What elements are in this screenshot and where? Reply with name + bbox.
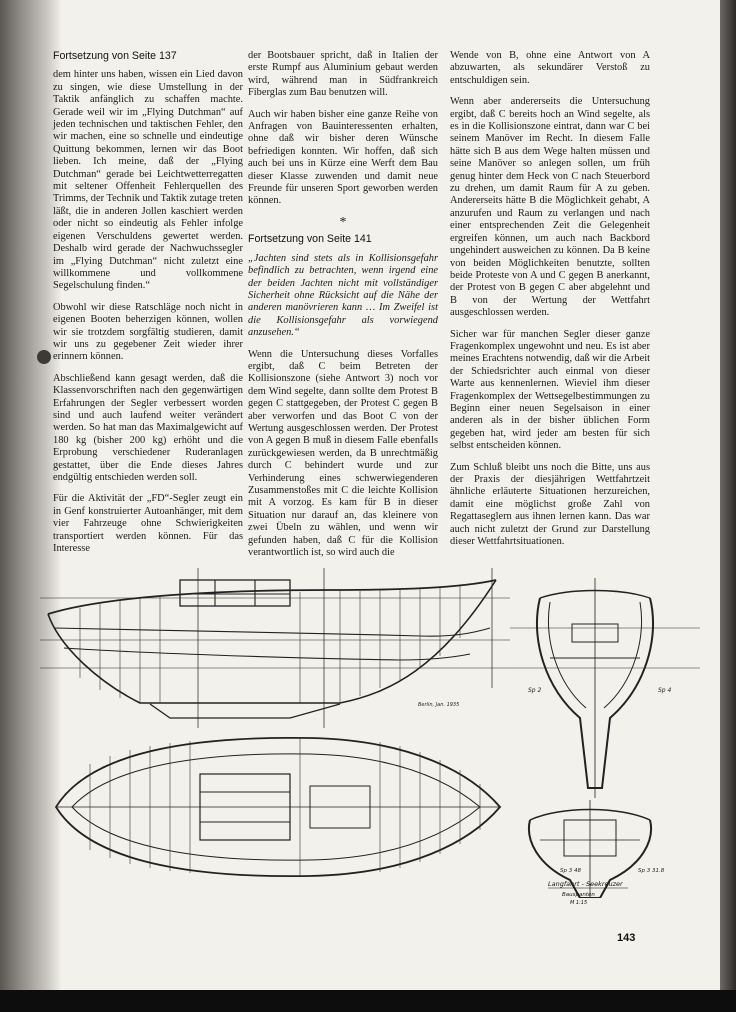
paragraph: Für die Aktivität der „FD“-Segler zeugt ein in Genf konstruierter Autoanhänger, mit dem vier Fahrzeuge ohne Schwierigkeiten transportiert werden können. Für das Interesse bbox=[53, 493, 243, 555]
paragraph: Sicher war für manchen Segler dieser ganze Fragenkomplex ungewohnt und neu. Es ist aber meines Erachtens notwendig, daß wir die Arbeit der Schiedsrichter auch einmal von dieser Warte aus kennenlernen. Wieviel ihm dieser Fragenkomplex der Wettsegelbestimmungen zu Beginn einer neuen Segelsaison in einer anderen als in der bisher üblichen Form gegeben hat, wird jeder am besten für sich selbst entscheiden können. bbox=[450, 328, 650, 452]
paragraph: Zum Schluß bleibt uns noch die Bitte, uns aus der Praxis der diesjährigen Wettfahrtzeit ähnliche erläuterte Situationen herzureichen, damit eine möglichst große Zahl von Regattaseglern aus ihnen lernen kann. Das war auch nicht zuletzt der Grund zur Darstellung dieser Wettfahrtsituationen. bbox=[450, 461, 650, 548]
rule-quote: „Jachten sind stets als in Kollisionsgefahr befindlich zu betrachten, wenn irgend eine der beiden Jachten nicht mit vollständiger Sicherheit ohne Rücksicht auf die Nähe der anderen manövrieren kann … Im Zweifel ist die Kollisionsgefahr als vorwiegend anzusehen.“ bbox=[248, 252, 438, 339]
binder-hole bbox=[37, 350, 51, 364]
label-sp2: Sp 2 bbox=[528, 687, 542, 694]
text-column-1 bbox=[53, 50, 243, 564]
paragraph: Obwohl wir diese Ratschläge noch nicht in eigenen Booten beherzigen können, wollen wir sie trotzdem sorgfältig studieren, damit wir uns zu gegebener Zeit wieder ihrer erinnern können. bbox=[53, 301, 243, 363]
hull-profile-drawing bbox=[40, 568, 510, 730]
section-separator: * bbox=[339, 214, 347, 230]
paragraph: Wenn die Untersuchung dieses Vorfalles ergibt, daß C beim Betreten der Kollisionszone (siehe Antwort 3) noch vor dem Wind segelte, dann sollte dem Protest B gegen C stattgegeben, der Protest C gegen B aber verworfen und das Boot C von der Wertung ausgeschlossen werden. Der Protest von A gegen B muß in diesem Falle ebenfalls zurückgewiesen werden, da B unrechtmäßig durch C behindert wurde und zur Verhinderung eines schwerwiegenderen Zusammenstoßes mit C die leichte Kollision mit A vorzog. Es kam für B in dieser Situation nur darauf an, das kleinere von zwei Übeln zu wählen, und wenn wir gefunden haben, daß C für die Kollision verantwortlich ist, so wird auch die bbox=[248, 348, 438, 559]
section-drawing-upper bbox=[510, 578, 700, 798]
drawing-signature: Berlin, Jan. 1935 bbox=[418, 702, 460, 708]
paragraph: dem hinter uns haben, wissen ein Lied davon zu singen, wie diese Umstellung in der Taktik anfänglich zu schaffen machte. Gerade weil wir im „Flying Dutchman“ auf jeden technischen und taktischen Fehler, den wir machen, eine so schnelle und eindeutige Quittung bekommen, lernen wir das Boot lieben. Ich meine, daß der „Flying Dutchman“ gerade bei Leichtwetterregatten mit seltener Offenheit Fehlerquellen des Trimms, der Technik und Taktik zutage treten läßt, die in anderen Jollen kaschiert werden oder nicht so eindeutig als Fehler infolge eigenen Verschuldens gewertet werden. Deshalb wird gerade der Nachwuchssegler im „Flying Dutchman“ nicht zuletzt eine willkommene und vollkommene Segelschulung finden.“ bbox=[53, 69, 243, 292]
continuation-heading-137: Fortsetzung von Seite 137 bbox=[53, 50, 177, 62]
page-number: 143 bbox=[617, 932, 636, 944]
text-column-2 bbox=[248, 50, 438, 568]
scan-bottom-band bbox=[0, 990, 736, 1012]
label-sp3-48: Sp 3 48 bbox=[560, 868, 581, 874]
paragraph: Auch wir haben bisher eine ganze Reihe von Anfragen von Bauinteressenten erhalten, ohne daß wir bisher deren Wünsche befriedigen konnten. Wir hoffen, daß sich auch bei uns in Kürze eine Werft dem Bau dieser Klasse zuwenden und damit neue Freunde für unseren Sport geworben werden können. bbox=[248, 108, 438, 207]
paragraph: Abschließend kann gesagt werden, daß die Klassenvorschriften nach den gegenwärtigen Erfahrungen der Segler verbessert worden sind und auch laufend weiter verändert werden. So hat man das Maximalgewicht auf 180 kg (bisher 200 kg) erhöht und die Erprobung verschiedener Ruderanlagen gestattet, über die Ende dieses Jahres endgültig entschieden werden soll. bbox=[53, 372, 243, 483]
page-right-edge bbox=[720, 0, 736, 1012]
caption-subtitle: Bauspanten bbox=[562, 892, 595, 898]
paragraph: der Bootsbauer spricht, daß in Italien der erste Rumpf aus Aluminium gebaut werden wird, während man in Südfrankreich Fiberglas zum Bau benutzen will. bbox=[248, 50, 438, 99]
continuation-heading-141: Fortsetzung von Seite 141 bbox=[248, 233, 372, 246]
caption-scale: M 1:15 bbox=[570, 900, 588, 906]
text-column-3 bbox=[450, 50, 650, 557]
hull-plan-drawing bbox=[50, 732, 510, 882]
caption-title: Langfahrt - Seekreuzer bbox=[548, 880, 623, 888]
paragraph: Wende von B, ohne eine Antwort von A abzuwarten, als sekundärer Verstoß zu entschuldigen sein. bbox=[450, 50, 650, 86]
drawing-caption bbox=[548, 878, 648, 908]
paragraph: Wenn aber andererseits die Untersuchung ergibt, daß C bereits hoch an Wind segelte, als es in die Kollisionszone eintrat, dann war C bei seinem Manöver im Recht. In diesem Falle hätte sich B aus dem Wege halten müssen und seine Manöver so anlegen sollen, um früh genug hinter dem Heck von C nach Steuerbord zu drehen, um damit Raum für A zu geben. Andererseits hätte B die Möglichkeit gehabt, A anzurufen und Raum zu verlangen und nach einer entsprechenden Zeit die Gelegenheit ergreifen können, um auch nach Backbord ungehindert ausweichen zu können. Da B keine von beiden Möglichkeiten benutzte, sollten beide Proteste von A und C gegen B anerkannt, der Protest von B gegen C aber abgelehnt und B von der Wertung der Wettfahrt ausgeschlossen werden. bbox=[450, 96, 650, 319]
label-sp4: Sp 4 bbox=[658, 687, 672, 694]
label-sp3-31: Sp 3 31.8 bbox=[638, 868, 665, 874]
